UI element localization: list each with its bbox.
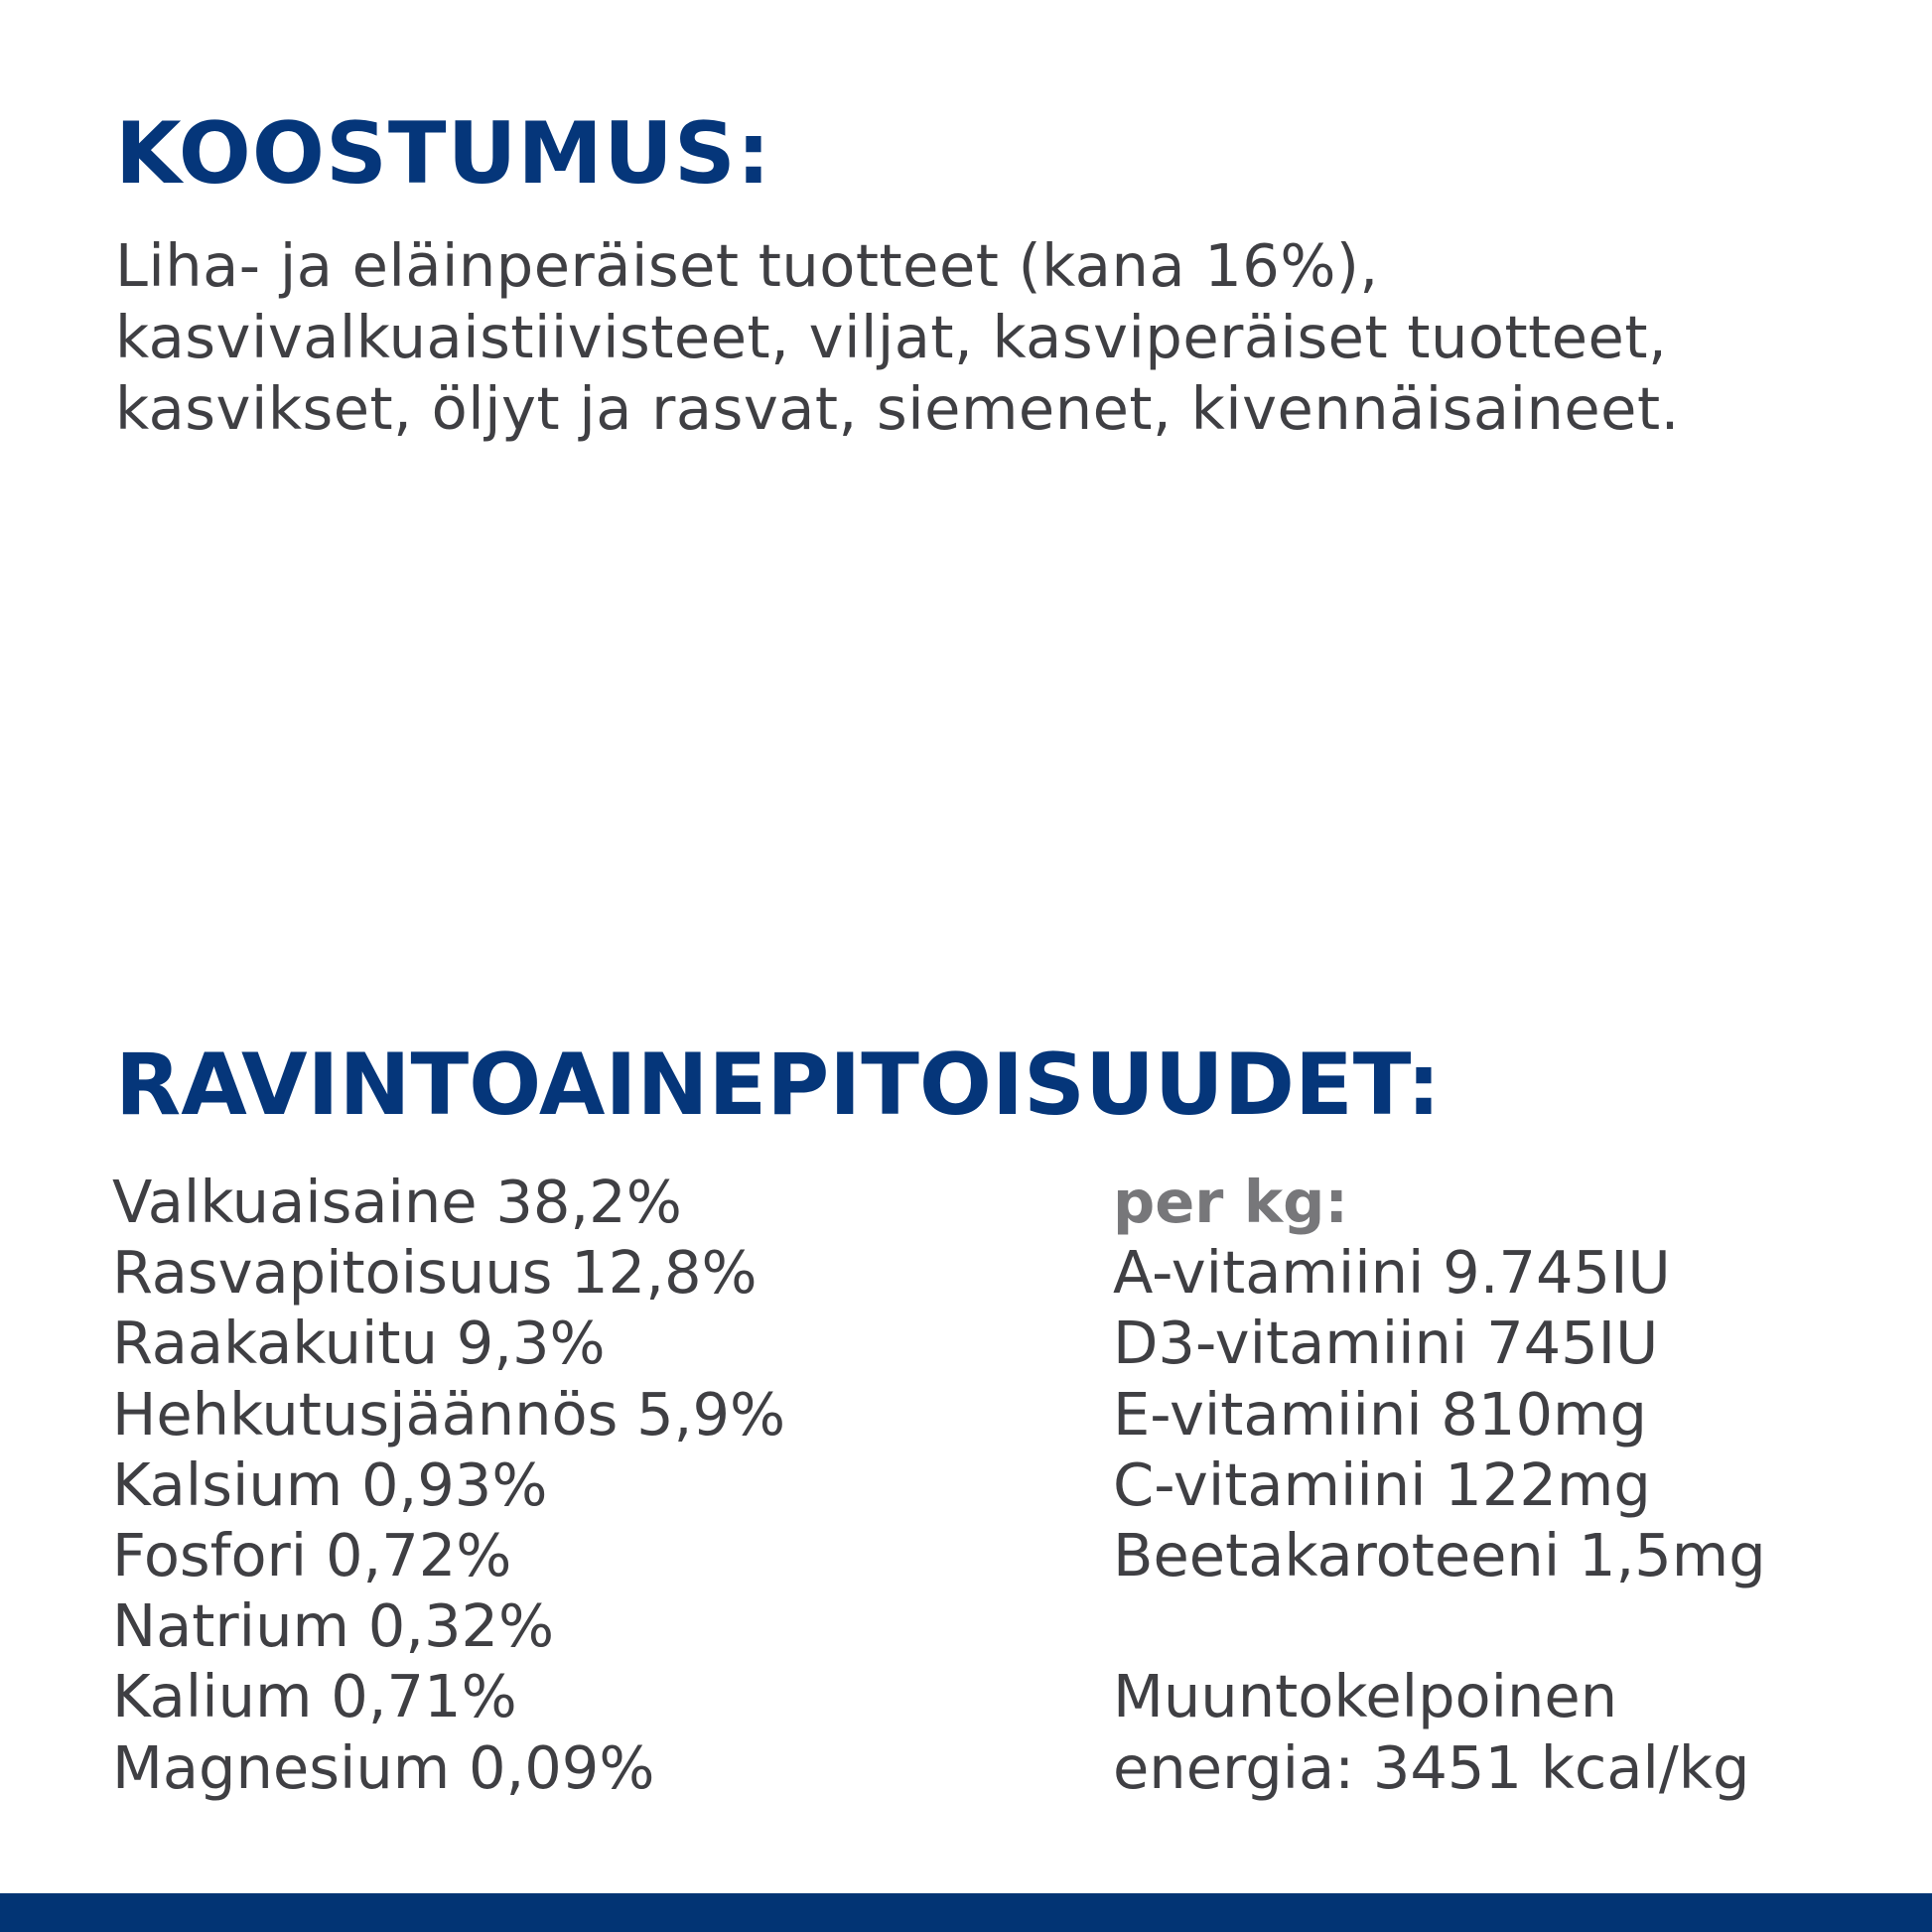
nutrients-heading: RAVINTOAINEPITOISUUDET:	[115, 1035, 1442, 1135]
vitamin-item: E-vitamiini 810mg	[1113, 1379, 1647, 1449]
nutrient-item: Valkuaisaine 38,2%	[112, 1168, 682, 1236]
nutrient-item: Magnesium 0,09%	[112, 1732, 655, 1802]
composition-line: Liha- ja eläinperäiset tuotteet (kana 16%),	[115, 231, 1379, 300]
nutrient-item: Kalsium 0,93%	[112, 1449, 548, 1519]
nutrient-item: Kalium 0,71%	[112, 1662, 517, 1731]
analytical-constituents-list	[112, 1167, 785, 1803]
energy-line: Muuntokelpoinen	[1113, 1662, 1618, 1731]
nutrient-item: Rasvapitoisuus 12,8%	[112, 1238, 758, 1308]
vitamin-item: C-vitamiini 122mg	[1113, 1449, 1651, 1519]
vitamin-item: Beetakaroteeni 1,5mg	[1113, 1521, 1766, 1590]
nutrient-item: Raakakuitu 9,3%	[112, 1309, 606, 1378]
spacer	[1113, 1590, 1766, 1661]
footer-bar	[0, 1893, 1932, 1932]
composition-text	[115, 230, 1680, 445]
energy-line: energia: 3451 kcal/kg	[1113, 1732, 1750, 1802]
nutrient-item: Natrium 0,32%	[112, 1591, 555, 1661]
vitamin-item: D3-vitamiini 745IU	[1113, 1309, 1659, 1378]
per-kg-label: per kg:	[1113, 1168, 1348, 1236]
nutrient-item: Hehkutusjäännös 5,9%	[112, 1379, 786, 1449]
nutrient-item: Fosfori 0,72%	[112, 1521, 512, 1590]
composition-line: kasvivalkuaistiivisteet, viljat, kasviperäiset tuotteet,	[115, 303, 1668, 371]
vitamin-item: A-vitamiini 9.745IU	[1113, 1238, 1671, 1308]
per-kg-list	[1113, 1167, 1766, 1803]
composition-line: kasvikset, öljyt ja rasvat, siemenet, kivennäisaineet.	[115, 374, 1680, 443]
composition-heading: KOOSTUMUS:	[115, 104, 772, 204]
